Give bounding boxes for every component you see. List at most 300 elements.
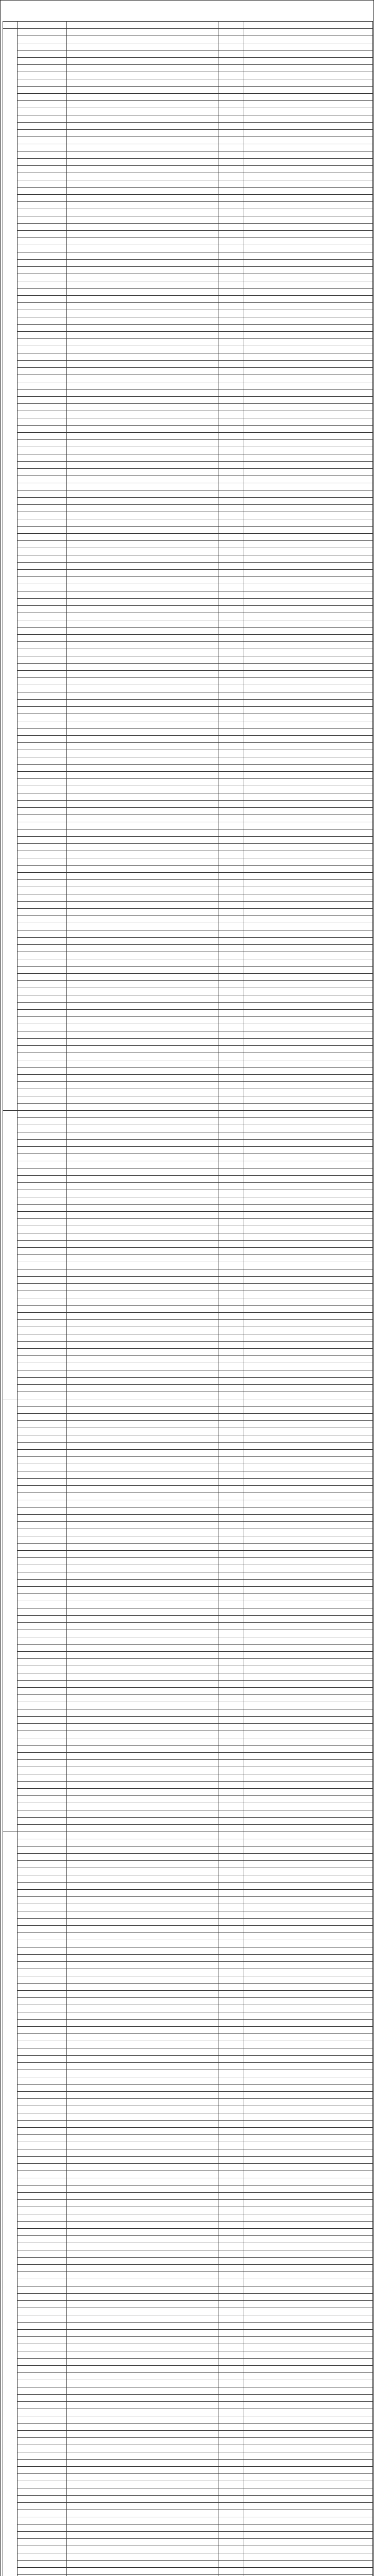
weight-cell bbox=[218, 2488, 244, 2496]
dish-name-cell bbox=[18, 2265, 67, 2272]
price-cell bbox=[244, 1089, 373, 1096]
dish-name-cell bbox=[18, 2359, 67, 2366]
weight-cell bbox=[218, 2452, 244, 2460]
price-cell bbox=[244, 1818, 373, 1825]
table-row bbox=[3, 1767, 373, 1774]
ingredients-cell bbox=[67, 353, 218, 361]
table-row bbox=[3, 967, 373, 974]
ingredients-cell bbox=[67, 1176, 218, 1183]
ingredients-cell bbox=[67, 1544, 218, 1551]
price-cell bbox=[244, 1608, 373, 1616]
table-row bbox=[3, 2243, 373, 2250]
table-row bbox=[3, 606, 373, 613]
dish-name-cell bbox=[18, 685, 67, 692]
weight-cell bbox=[218, 1695, 244, 1702]
weight-cell bbox=[218, 2532, 244, 2539]
dish-name-cell bbox=[18, 1428, 67, 1435]
category-cell bbox=[3, 1111, 18, 1399]
weight-cell bbox=[218, 2077, 244, 2084]
weight-cell bbox=[218, 303, 244, 310]
ingredients-cell bbox=[67, 1630, 218, 1637]
ingredients-cell bbox=[67, 1919, 218, 1926]
table-row bbox=[3, 1075, 373, 1082]
dish-name-cell bbox=[18, 815, 67, 822]
table-row bbox=[3, 599, 373, 606]
ingredients-cell bbox=[67, 743, 218, 750]
table-row bbox=[3, 1443, 373, 1450]
ingredients-cell bbox=[67, 995, 218, 1003]
table-row bbox=[3, 2416, 373, 2424]
price-cell bbox=[244, 1717, 373, 1724]
dish-name-cell bbox=[18, 2330, 67, 2337]
price-cell bbox=[244, 1082, 373, 1089]
weight-cell bbox=[218, 2315, 244, 2323]
weight-cell bbox=[218, 930, 244, 938]
ingredients-cell bbox=[67, 1046, 218, 1053]
dish-name-cell bbox=[18, 123, 67, 130]
dish-name-cell bbox=[18, 923, 67, 930]
price-cell bbox=[244, 2330, 373, 2337]
price-cell bbox=[244, 1154, 373, 1161]
price-cell bbox=[244, 844, 373, 851]
dish-name-cell bbox=[18, 2034, 67, 2041]
dish-name-cell bbox=[18, 2568, 67, 2575]
price-cell bbox=[244, 36, 373, 43]
ingredients-cell bbox=[67, 1991, 218, 1998]
price-cell bbox=[244, 2272, 373, 2279]
ingredients-cell bbox=[67, 2099, 218, 2106]
price-cell bbox=[244, 1782, 373, 1789]
dish-name-cell bbox=[18, 1832, 67, 1839]
price-cell bbox=[244, 50, 373, 58]
ingredients-cell bbox=[67, 1861, 218, 1868]
ingredients-cell bbox=[67, 2063, 218, 2070]
weight-cell bbox=[218, 1955, 244, 1962]
table-row bbox=[3, 1904, 373, 1911]
dish-name-cell bbox=[18, 1998, 67, 2005]
table-row bbox=[3, 1868, 373, 1875]
weight-cell bbox=[218, 2005, 244, 2012]
price-cell bbox=[244, 2366, 373, 2373]
dish-name-cell bbox=[18, 1486, 67, 1493]
ingredients-cell bbox=[67, 1767, 218, 1774]
dish-name-cell bbox=[18, 1176, 67, 1183]
weight-cell bbox=[218, 123, 244, 130]
weight-cell bbox=[218, 635, 244, 642]
price-cell bbox=[244, 851, 373, 858]
dish-name-cell bbox=[18, 974, 67, 981]
price-cell bbox=[244, 2568, 373, 2575]
price-cell bbox=[244, 1147, 373, 1154]
dish-name-cell bbox=[18, 707, 67, 714]
table-row bbox=[3, 1031, 373, 1039]
weight-cell bbox=[218, 361, 244, 368]
price-cell bbox=[244, 1226, 373, 1233]
ingredients-cell bbox=[67, 1839, 218, 1846]
table-row bbox=[3, 50, 373, 58]
table-row bbox=[3, 1053, 373, 1060]
weight-cell bbox=[218, 945, 244, 952]
price-cell bbox=[244, 2157, 373, 2164]
dish-name-cell bbox=[18, 1810, 67, 1818]
ingredients-cell bbox=[67, 1724, 218, 1731]
table-row bbox=[3, 2178, 373, 2185]
ingredients-cell bbox=[67, 2323, 218, 2330]
table-row bbox=[3, 1551, 373, 1558]
ingredients-cell bbox=[67, 2351, 218, 2359]
price-cell bbox=[244, 1572, 373, 1580]
table-row bbox=[3, 2546, 373, 2553]
dish-name-cell bbox=[18, 2460, 67, 2467]
ingredients-cell bbox=[67, 1284, 218, 1291]
dish-name-cell bbox=[18, 1262, 67, 1269]
price-cell bbox=[244, 2424, 373, 2431]
table-row bbox=[3, 433, 373, 440]
weight-cell bbox=[218, 195, 244, 202]
weight-cell bbox=[218, 1659, 244, 1666]
ingredients-cell bbox=[67, 779, 218, 786]
dish-name-cell bbox=[18, 2048, 67, 2056]
ingredients-cell bbox=[67, 1277, 218, 1284]
weight-cell bbox=[218, 1861, 244, 1868]
ingredients-cell bbox=[67, 1233, 218, 1241]
dish-name-cell bbox=[18, 1825, 67, 1832]
dish-name-cell bbox=[18, 303, 67, 310]
table-row bbox=[3, 1212, 373, 1219]
table-row bbox=[3, 765, 373, 772]
price-cell bbox=[244, 2128, 373, 2135]
table-row bbox=[3, 1363, 373, 1370]
ingredients-cell bbox=[67, 584, 218, 591]
dish-name-cell bbox=[18, 1897, 67, 1904]
weight-cell bbox=[218, 1854, 244, 1861]
price-cell bbox=[244, 1659, 373, 1666]
weight-cell bbox=[218, 700, 244, 707]
weight-cell bbox=[218, 2121, 244, 2128]
ingredients-cell bbox=[67, 65, 218, 72]
price-cell bbox=[244, 87, 373, 94]
table-row bbox=[3, 462, 373, 469]
ingredients-cell bbox=[67, 1825, 218, 1832]
price-cell bbox=[244, 2084, 373, 2092]
table-row bbox=[3, 469, 373, 476]
ingredients-cell bbox=[67, 678, 218, 685]
dish-name-cell bbox=[18, 721, 67, 728]
table-row bbox=[3, 440, 373, 447]
table-row bbox=[3, 180, 373, 188]
weight-cell bbox=[218, 2424, 244, 2431]
price-cell bbox=[244, 1580, 373, 1587]
weight-cell bbox=[218, 1082, 244, 1089]
price-cell bbox=[244, 1233, 373, 1241]
table-row bbox=[3, 2474, 373, 2481]
price-cell bbox=[244, 2431, 373, 2438]
ingredients-cell bbox=[67, 1933, 218, 1940]
dish-name-cell bbox=[18, 231, 67, 238]
dish-name-cell bbox=[18, 1515, 67, 1522]
dish-name-cell bbox=[18, 2258, 67, 2265]
table-row bbox=[3, 2438, 373, 2445]
dish-name-cell bbox=[18, 490, 67, 498]
dish-name-cell bbox=[18, 1493, 67, 1500]
weight-cell bbox=[218, 1637, 244, 1645]
ingredients-cell bbox=[67, 1522, 218, 1529]
weight-cell bbox=[218, 411, 244, 418]
table-row bbox=[3, 2517, 373, 2524]
dish-name-cell bbox=[18, 411, 67, 418]
ingredients-cell bbox=[67, 541, 218, 548]
dish-name-cell bbox=[18, 995, 67, 1003]
weight-cell bbox=[218, 620, 244, 628]
ingredients-cell bbox=[67, 1385, 218, 1392]
price-cell bbox=[244, 260, 373, 267]
ingredients-cell bbox=[67, 563, 218, 570]
price-cell bbox=[244, 2373, 373, 2380]
ingredients-cell bbox=[67, 1406, 218, 1414]
weight-cell bbox=[218, 2070, 244, 2077]
table-row bbox=[3, 728, 373, 736]
weight-cell bbox=[218, 721, 244, 728]
price-cell bbox=[244, 1450, 373, 1457]
weight-cell bbox=[218, 1926, 244, 1933]
price-cell bbox=[244, 1846, 373, 1854]
table-row bbox=[3, 1839, 373, 1846]
price-cell bbox=[244, 866, 373, 873]
dish-name-cell bbox=[18, 1205, 67, 1212]
table-row bbox=[3, 2424, 373, 2431]
dish-name-cell bbox=[18, 2092, 67, 2099]
table-row bbox=[3, 1298, 373, 1306]
table-row bbox=[3, 65, 373, 72]
table-row bbox=[3, 72, 373, 79]
price-cell bbox=[244, 2243, 373, 2250]
dish-name-cell bbox=[18, 1738, 67, 1745]
ingredients-cell bbox=[67, 714, 218, 721]
weight-cell bbox=[218, 1645, 244, 1652]
weight-cell bbox=[218, 1738, 244, 1745]
ingredients-cell bbox=[67, 938, 218, 945]
price-cell bbox=[244, 671, 373, 678]
dish-name-cell bbox=[18, 2157, 67, 2164]
header-weight bbox=[218, 22, 244, 29]
weight-cell bbox=[218, 2330, 244, 2337]
table-row bbox=[3, 1919, 373, 1926]
table-row bbox=[3, 894, 373, 902]
table-row bbox=[3, 801, 373, 808]
ingredients-cell bbox=[67, 1731, 218, 1738]
price-cell bbox=[244, 1724, 373, 1731]
weight-cell bbox=[218, 498, 244, 505]
price-cell bbox=[244, 995, 373, 1003]
dish-name-cell bbox=[18, 1053, 67, 1060]
ingredients-cell bbox=[67, 2149, 218, 2157]
weight-cell bbox=[218, 2431, 244, 2438]
dish-name-cell bbox=[18, 2164, 67, 2171]
dish-name-cell bbox=[18, 1154, 67, 1161]
ingredients-cell bbox=[67, 1450, 218, 1457]
price-cell bbox=[244, 894, 373, 902]
dish-name-cell bbox=[18, 1695, 67, 1702]
price-cell bbox=[244, 2214, 373, 2222]
dish-name-cell bbox=[18, 880, 67, 887]
ingredients-cell bbox=[67, 1370, 218, 1378]
ingredients-cell bbox=[67, 1067, 218, 1075]
dish-name-cell bbox=[18, 1349, 67, 1356]
price-cell bbox=[244, 692, 373, 700]
ingredients-cell bbox=[67, 1421, 218, 1428]
table-row bbox=[3, 1104, 373, 1111]
dish-name-cell bbox=[18, 1306, 67, 1313]
weight-cell bbox=[218, 555, 244, 563]
ingredients-cell bbox=[67, 635, 218, 642]
table-row bbox=[3, 2207, 373, 2214]
table-row bbox=[3, 1334, 373, 1342]
table-row bbox=[3, 1486, 373, 1493]
table-row bbox=[3, 2099, 373, 2106]
dish-name-cell bbox=[18, 505, 67, 512]
table-row bbox=[3, 1450, 373, 1457]
price-cell bbox=[244, 289, 373, 296]
table-row bbox=[3, 1522, 373, 1529]
ingredients-cell bbox=[67, 555, 218, 563]
table-row bbox=[3, 317, 373, 325]
price-cell bbox=[244, 2546, 373, 2553]
ingredients-cell bbox=[67, 1363, 218, 1370]
price-cell bbox=[244, 1104, 373, 1111]
weight-cell bbox=[218, 923, 244, 930]
table-row bbox=[3, 988, 373, 995]
table-row bbox=[3, 310, 373, 317]
dish-name-cell bbox=[18, 851, 67, 858]
weight-cell bbox=[218, 310, 244, 317]
price-cell bbox=[244, 2337, 373, 2344]
table-row bbox=[3, 1082, 373, 1089]
table-row bbox=[3, 837, 373, 844]
price-cell bbox=[244, 1399, 373, 1406]
price-cell bbox=[244, 505, 373, 512]
dish-name-cell bbox=[18, 1471, 67, 1479]
ingredients-cell bbox=[67, 1976, 218, 1984]
table-row bbox=[3, 1673, 373, 1681]
weight-cell bbox=[218, 2539, 244, 2546]
price-cell bbox=[244, 1060, 373, 1067]
dish-name-cell bbox=[18, 382, 67, 389]
weight-cell bbox=[218, 534, 244, 541]
ingredients-cell bbox=[67, 2207, 218, 2214]
ingredients-cell bbox=[67, 671, 218, 678]
dish-name-cell bbox=[18, 1955, 67, 1962]
table-row bbox=[3, 866, 373, 873]
weight-cell bbox=[218, 967, 244, 974]
table-row bbox=[3, 1890, 373, 1897]
ingredients-cell bbox=[67, 231, 218, 238]
dish-name-cell bbox=[18, 1132, 67, 1140]
dish-name-cell bbox=[18, 1125, 67, 1132]
ingredients-cell bbox=[67, 310, 218, 317]
weight-cell bbox=[218, 188, 244, 195]
weight-cell bbox=[218, 1269, 244, 1277]
ingredients-cell bbox=[67, 1796, 218, 1803]
ingredients-cell bbox=[67, 130, 218, 137]
price-cell bbox=[244, 635, 373, 642]
weight-cell bbox=[218, 1868, 244, 1875]
ingredients-cell bbox=[67, 440, 218, 447]
table-row bbox=[3, 1024, 373, 1031]
table-row bbox=[3, 692, 373, 700]
table-row bbox=[3, 1111, 373, 1118]
price-cell bbox=[244, 1421, 373, 1428]
price-cell bbox=[244, 79, 373, 87]
price-cell bbox=[244, 1839, 373, 1846]
table-row bbox=[3, 2279, 373, 2286]
ingredients-cell bbox=[67, 2020, 218, 2027]
table-row bbox=[3, 577, 373, 584]
weight-cell bbox=[218, 483, 244, 490]
table-row bbox=[3, 1616, 373, 1623]
table-row bbox=[3, 1637, 373, 1645]
table-row bbox=[3, 1774, 373, 1782]
ingredients-cell bbox=[67, 389, 218, 397]
weight-cell bbox=[218, 2092, 244, 2099]
weight-cell bbox=[218, 2084, 244, 2092]
weight-cell bbox=[218, 490, 244, 498]
price-cell bbox=[244, 613, 373, 620]
dish-name-cell bbox=[18, 404, 67, 411]
price-cell bbox=[244, 923, 373, 930]
ingredients-cell bbox=[67, 2467, 218, 2474]
weight-cell bbox=[218, 433, 244, 440]
weight-cell bbox=[218, 974, 244, 981]
table-row bbox=[3, 1702, 373, 1709]
weight-cell bbox=[218, 2286, 244, 2294]
price-cell bbox=[244, 281, 373, 289]
price-cell bbox=[244, 2301, 373, 2308]
table-row bbox=[3, 974, 373, 981]
weight-cell bbox=[218, 1709, 244, 1717]
weight-cell bbox=[218, 1904, 244, 1911]
table-row bbox=[3, 1695, 373, 1702]
price-cell bbox=[244, 1969, 373, 1976]
ingredients-cell bbox=[67, 2128, 218, 2135]
table-row bbox=[3, 1306, 373, 1313]
weight-cell bbox=[218, 1558, 244, 1565]
weight-cell bbox=[218, 1500, 244, 1507]
price-cell bbox=[244, 2294, 373, 2301]
dish-name-cell bbox=[18, 2279, 67, 2286]
dish-name-cell bbox=[18, 642, 67, 649]
dish-name-cell bbox=[18, 1868, 67, 1875]
dish-name-cell bbox=[18, 512, 67, 519]
weight-cell bbox=[218, 938, 244, 945]
header-category bbox=[3, 22, 18, 29]
dish-name-cell bbox=[18, 1969, 67, 1976]
ingredients-cell bbox=[67, 2041, 218, 2048]
table-row bbox=[3, 1219, 373, 1226]
dish-name-cell bbox=[18, 1075, 67, 1082]
dish-name-cell bbox=[18, 692, 67, 700]
price-cell bbox=[244, 1435, 373, 1443]
ingredients-cell bbox=[67, 2012, 218, 2020]
price-cell bbox=[244, 1803, 373, 1810]
table-row bbox=[3, 851, 373, 858]
table-row bbox=[3, 649, 373, 656]
price-cell bbox=[244, 361, 373, 368]
dish-name-cell bbox=[18, 2395, 67, 2402]
ingredients-cell bbox=[67, 137, 218, 144]
dish-name-cell bbox=[18, 1089, 67, 1096]
dish-name-cell bbox=[18, 58, 67, 65]
weight-cell bbox=[218, 1342, 244, 1349]
